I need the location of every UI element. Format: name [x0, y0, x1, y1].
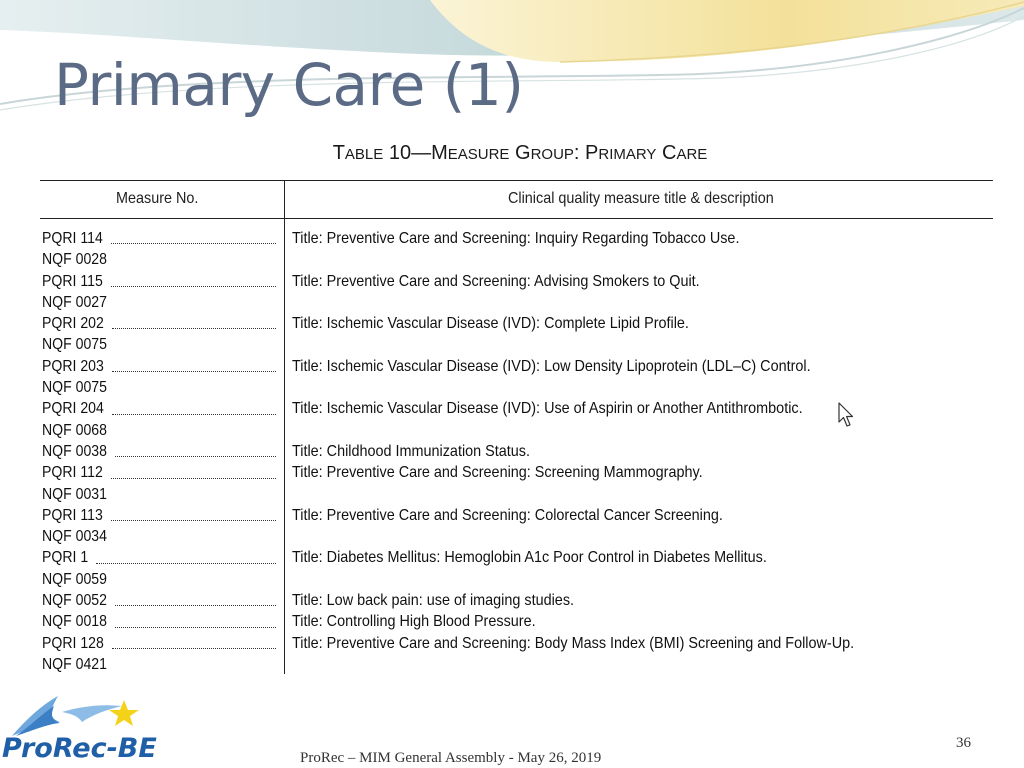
table-heading-part: EASURE — [447, 146, 510, 163]
table-header-rule — [40, 218, 993, 219]
measure-number — [42, 526, 278, 547]
measure-number — [42, 484, 278, 505]
measure-description: Title: Preventive Care and Screening: Inquiry Regarding Tobacco Use. — [292, 230, 740, 247]
table-row — [40, 249, 993, 270]
table-row — [40, 654, 993, 675]
table-row — [40, 228, 993, 249]
table-row — [40, 633, 993, 654]
measure-number-text: PQRI 113 — [42, 506, 103, 524]
dot-leader — [111, 243, 276, 244]
measure-number-text: PQRI 128 — [42, 634, 104, 652]
measure-number — [42, 633, 278, 654]
measure-number-text: PQRI 112 — [42, 464, 103, 482]
measure-number — [42, 462, 278, 483]
table-row — [40, 484, 993, 505]
slide-title: Primary Care (1) — [54, 51, 524, 119]
measure-number — [42, 377, 278, 398]
dot-leader — [111, 286, 276, 287]
table-row — [40, 441, 993, 462]
measure-number — [42, 569, 278, 590]
measure-number — [42, 334, 278, 355]
measure-number-text: NQF 0075 — [42, 379, 107, 397]
table-row — [40, 611, 993, 632]
table-row — [40, 356, 993, 377]
measure-description: Title: Childhood Immunization Status. — [292, 442, 530, 460]
measure-description: Title: Preventive Care and Screening: Screening Mammography. — [292, 464, 703, 482]
table-heading-part: : P — [573, 142, 599, 164]
measure-number — [42, 441, 278, 462]
table-heading-part: C — [656, 142, 677, 164]
dot-leader — [111, 478, 276, 479]
table-row — [40, 377, 993, 398]
measure-number-text: NQF 0075 — [42, 336, 107, 354]
table-row — [40, 569, 993, 590]
table-row — [40, 547, 993, 568]
measure-number — [42, 547, 278, 568]
dot-leader — [112, 328, 276, 329]
table-row — [40, 271, 993, 292]
dot-leader — [115, 456, 276, 457]
measure-number — [42, 249, 278, 270]
table-heading-part: G — [509, 142, 531, 164]
table-heading-part: ARE — [676, 146, 708, 163]
measure-number-text: NQF 0034 — [42, 528, 107, 546]
measure-number — [42, 420, 278, 441]
logo-text: ProRec-BE — [2, 733, 157, 764]
measure-number-text: NQF 0028 — [42, 251, 107, 269]
measure-number — [42, 505, 278, 526]
table-heading-part: ROUP — [530, 146, 574, 163]
table-row — [40, 313, 993, 334]
measure-description: Title: Preventive Care and Screening: Colorectal Cancer Screening. — [292, 506, 723, 524]
measure-number — [42, 313, 278, 334]
table-rows — [40, 228, 993, 675]
table-heading-part: 10—M — [383, 142, 448, 164]
dot-leader — [115, 605, 276, 606]
measure-number — [42, 271, 278, 292]
measure-number-text: NQF 0031 — [42, 485, 107, 503]
measure-number — [42, 590, 278, 611]
table-row — [40, 526, 993, 547]
measure-number-text: NQF 0421 — [42, 655, 107, 673]
measure-number-text: PQRI 203 — [42, 357, 104, 375]
table-heading-part: T — [332, 142, 345, 164]
measure-number-text: NQF 0052 — [42, 592, 107, 610]
dot-leader — [115, 627, 276, 628]
table-row — [40, 334, 993, 355]
dot-leader — [112, 648, 276, 649]
column-header-description: Clinical quality measure title & description — [508, 190, 774, 207]
measure-number — [42, 654, 278, 675]
mouse-pointer-icon — [838, 402, 854, 428]
measure-number-text: NQF 0038 — [42, 442, 107, 460]
measure-table — [40, 128, 1000, 678]
measure-number — [42, 356, 278, 377]
table-heading-part: RIMARY — [598, 146, 657, 163]
table-heading — [40, 142, 1000, 166]
measure-number-text: PQRI 114 — [42, 230, 103, 247]
measure-description: Title: Preventive Care and Screening: Body Mass Index (BMI) Screening and Follow-Up. — [292, 634, 855, 652]
measure-number-text: PQRI 1 — [42, 549, 89, 567]
dot-leader — [111, 520, 276, 521]
measure-description: Title: Ischemic Vascular Disease (IVD): Use of Aspirin or Another Antithrombotic. — [292, 400, 803, 418]
table-row — [40, 590, 993, 611]
measure-number-text: PQRI 115 — [42, 272, 103, 290]
measure-number-text: NQF 0059 — [42, 570, 107, 588]
measure-number-text: PQRI 204 — [42, 400, 104, 418]
page-number: 36 — [956, 735, 971, 751]
prorec-logo — [2, 692, 162, 768]
column-header-measure: Measure No. — [116, 190, 199, 207]
measure-description: Title: Diabetes Mellitus: Hemoglobin A1c Poor Control in Diabetes Mellitus. — [292, 549, 767, 567]
table-top-rule — [40, 180, 993, 181]
dot-leader — [96, 563, 276, 564]
table-row — [40, 505, 993, 526]
measure-number — [42, 228, 278, 249]
measure-number — [42, 398, 278, 419]
table-row — [40, 292, 993, 313]
dot-leader — [112, 414, 276, 415]
slide-footer: ProRec – MIM General Assembly - May 26, 2019 — [300, 750, 602, 766]
measure-number-text: NQF 0068 — [42, 421, 107, 439]
measure-number — [42, 292, 278, 313]
measure-description: Title: Low back pain: use of imaging studies. — [292, 592, 575, 610]
table-row — [40, 462, 993, 483]
table-heading-part: ABLE — [344, 146, 384, 163]
dot-leader — [112, 371, 276, 372]
measure-description: Title: Ischemic Vascular Disease (IVD): Low Density Lipoprotein (LDL–C) Control. — [292, 357, 811, 375]
measure-description: Title: Preventive Care and Screening: Advising Smokers to Quit. — [292, 272, 700, 290]
measure-number-text: PQRI 202 — [42, 315, 104, 333]
measure-number — [42, 611, 278, 632]
measure-number-text: NQF 0027 — [42, 293, 107, 311]
measure-description: Title: Ischemic Vascular Disease (IVD): Complete Lipid Profile. — [292, 315, 689, 333]
measure-description: Title: Controlling High Blood Pressure. — [292, 613, 536, 631]
measure-number-text: NQF 0018 — [42, 613, 107, 631]
